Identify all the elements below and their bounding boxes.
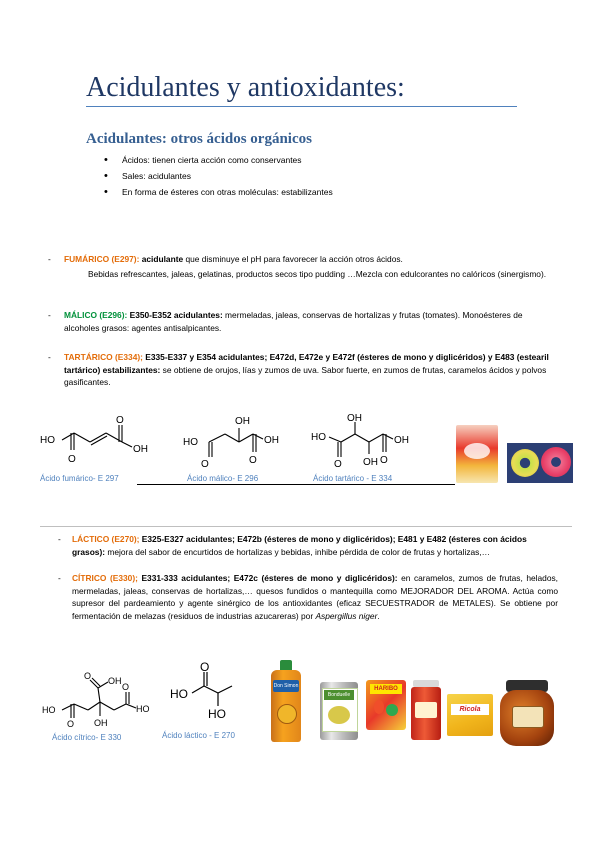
caption-lactico: Ácido láctico - E 270 — [162, 731, 235, 740]
caption-citrico: Ácido cítrico- E 330 — [52, 733, 122, 742]
atom-label: OH — [235, 416, 250, 427]
body-text: . — [377, 610, 380, 621]
juice-bottle-image — [268, 660, 304, 742]
honey-jar-image — [500, 680, 554, 746]
tartaric-acid-structure — [309, 412, 419, 474]
body-text: en caramelos, zumos de frutas, helados, mermeladas, jaleas, conservas de hortalizas,… quesos fundidos o mantequilla como MEJORADOR DEL AROMA. Actúa como supresor del pardeamiento y agente sinérgico de los antioxidantes (eficaz SECUESTRADOR de METALES). Se obtiene por fermentación de melazas (residuos de industrias azucareras) por — [72, 573, 558, 621]
ricola-box-image — [447, 694, 493, 736]
atom-label: O — [201, 459, 209, 470]
atom-label: OH — [133, 444, 148, 455]
body-text: se obtiene de orujos, lías y zumos de uva. Sabor fuerte, en zumos de frutas, caramelos ácidos y polvos gasificantes. — [64, 364, 547, 387]
candy-bag-image-2 — [366, 680, 406, 730]
atom-label: HO — [42, 705, 56, 715]
section-subtitle: Acidulantes: otros ácidos orgánicos — [86, 131, 312, 147]
fumaric-acid-structure — [40, 412, 160, 474]
strong-text: acidulante — [141, 254, 184, 264]
italic-text: Aspergillus niger — [315, 610, 378, 621]
atom-label: O — [67, 719, 75, 729]
atom-label: O — [84, 671, 92, 681]
label-citrico: CÍTRICO (E330); — [72, 573, 138, 583]
atom-label: OH — [347, 413, 362, 424]
caption-underline — [137, 484, 455, 485]
body-text: Bebidas refrescantes, jaleas, gelatinas, productos secos tipo pudding …Mezcla con edulcorantes no calóricos (sinergismo). — [88, 268, 547, 279]
atom-label: O — [249, 455, 257, 466]
candy-bag-image — [456, 425, 498, 483]
atom-label: OH — [264, 435, 279, 446]
atom-label: OH — [108, 676, 122, 686]
body-text: mermeladas, jaleas, conservas de hortalizas y frutas (tomates). Monoésteres de alcoholes grasos: agentes antisalpicantes. — [64, 310, 523, 333]
lactic-acid-structure — [168, 660, 258, 724]
bullet-item: • En forma de ésteres con otras moléculas: estabilizantes — [104, 184, 333, 200]
strong-text: E335-E337 y E354 acidulantes; E472d, E472e y E472f (ésteres de mono y diglicéridos) y E483 (estearil tartárico) estabilizantes: — [64, 352, 549, 375]
jam-jar-image — [411, 680, 441, 740]
atom-label: O — [116, 415, 124, 426]
juice-brand-label: Don Simon — [273, 680, 299, 692]
strong-text: E325-E327 acidulantes; E472b (ésteres de mono y diglicéridos); E481 y E482 (ésteres con ácidos grasos): — [72, 534, 527, 557]
atom-label: OH — [394, 435, 409, 446]
atom-label: OH — [94, 718, 108, 728]
item-fumarico — [48, 253, 560, 280]
atom-label: HO — [311, 432, 326, 443]
dash: - — [58, 573, 61, 583]
ricola-brand-label: Ricola — [451, 704, 489, 715]
section-divider — [40, 526, 572, 527]
bullet-list — [104, 152, 333, 200]
atom-label: O — [380, 455, 388, 466]
label-fumarico: FUMÁRICO (E297): — [64, 254, 140, 264]
label-tartarico: TARTÁRICO (E334); — [64, 352, 143, 362]
dash: - — [58, 534, 61, 544]
atom-label: HO — [183, 437, 198, 448]
can-image — [320, 682, 358, 740]
atom-label: O — [334, 459, 342, 470]
atom-label: O — [68, 454, 76, 465]
body-text: que disminuye el pH para favorecer la acción otros ácidos. — [183, 254, 403, 264]
item-citrico — [58, 572, 558, 622]
dash: - — [48, 352, 51, 362]
body-text: mejora del sabor de encurtidos de hortalizas y bebidas, inhibe pérdida de color de frutas y hortalizas,… — [105, 546, 491, 557]
bullet-item: • Sales: acidulantes — [104, 168, 333, 184]
label-lactico: LÁCTICO (E270); — [72, 534, 140, 544]
bullet-item: • Ácidos: tienen cierta acción como conservantes — [104, 152, 333, 168]
caption-fumarico: Ácido fumárico- E 297 — [40, 474, 119, 483]
malic-acid-structure — [181, 412, 291, 474]
candy-rings-image — [507, 443, 573, 483]
atom-label: OH — [363, 457, 378, 468]
atom-label: O — [122, 682, 130, 692]
atom-label: HO — [208, 707, 226, 721]
strong-text: E331-333 acidulantes; E472c (ésteres de mono y diglicéridos): — [137, 573, 398, 583]
atom-label: HO — [136, 704, 150, 714]
atom-label: HO — [40, 435, 55, 446]
atom-label: HO — [170, 687, 188, 701]
caption-tartarico: Ácido tartárico - E 334 — [313, 474, 393, 483]
caption-malico: Ácido málico- E 296 — [187, 474, 259, 483]
atom-label: O — [200, 660, 210, 674]
page-title: Acidulantes y antioxidantes: — [86, 72, 405, 103]
item-tartarico — [48, 351, 560, 389]
dash: - — [48, 310, 51, 320]
strong-text: E350-E352 acidulantes: — [129, 310, 223, 320]
title-underline — [86, 106, 517, 107]
citric-acid-structure — [40, 670, 160, 730]
can-brand-label: Bonduelle — [324, 690, 354, 700]
dash: - — [48, 254, 51, 264]
item-malico — [48, 309, 560, 334]
label-malico: MÁLICO (E296): — [64, 310, 128, 320]
item-lactico — [58, 533, 558, 558]
candy-brand-label: HARIBO — [370, 684, 402, 694]
